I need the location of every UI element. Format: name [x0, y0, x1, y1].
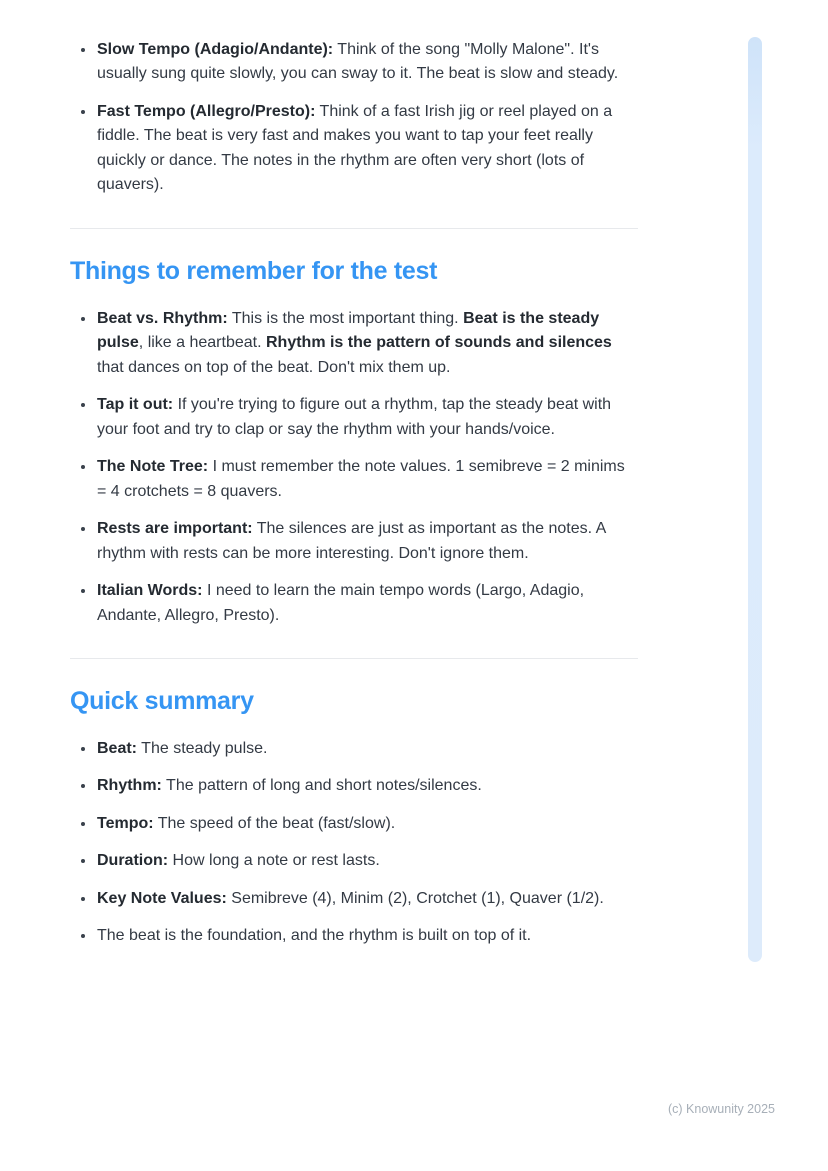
text-segment: If you're trying to figure out a rhythm, tap the steady beat with your foot and try to clap or say the rhythm with your hands/voice. [97, 396, 612, 438]
text-segment: The beat is the foundation, and the rhythm is built on top of it. [97, 927, 532, 945]
text-segment: The pattern of long and short notes/silences. [161, 777, 482, 795]
text-segment: Duration: [97, 852, 169, 870]
text-segment: Key Note Values: [97, 889, 227, 907]
list-item [96, 455, 638, 504]
text-segment: Semibreve (4), Minim (2), Crotchet (1), Quaver (1/2). [226, 889, 604, 907]
list-item [96, 774, 638, 798]
text-segment: The speed of the beat (fast/slow). [153, 814, 396, 832]
text-segment: The silences are just as important as the notes. A rhythm with rests can be more interesting. Don't ignore them. [97, 520, 606, 562]
text-segment: that dances on top of the beat. Don't mix them up. [97, 358, 451, 376]
bullet-list [70, 307, 638, 628]
section-heading: Things to remember for the test [70, 256, 438, 285]
bullet-list [70, 38, 638, 198]
text-segment: Rhythm: [97, 777, 162, 795]
bullet-list [70, 737, 638, 949]
section-divider [70, 228, 638, 229]
text-segment: Fast Tempo (Allegro/Presto): [97, 102, 316, 120]
text-segment: Beat is the steady pulse [97, 309, 600, 352]
footer-copyright: (c) Knowunity 2025 [667, 1102, 775, 1116]
text-segment: I need to learn the main tempo words (Largo, Adagio, Andante, Allegro, Presto). [97, 582, 585, 624]
list-item [96, 579, 638, 628]
text-segment: Beat: [97, 739, 138, 757]
text-segment: Tap it out: [97, 396, 174, 414]
text-segment: The Note Tree: [97, 458, 209, 476]
text-segment: Beat vs. Rhythm: [97, 309, 228, 327]
text-segment: Rests are important: [97, 520, 253, 538]
section-test-reminders [70, 257, 638, 628]
list-item [96, 737, 638, 761]
list-item [96, 393, 638, 442]
text-segment: Rhythm is the pattern of sounds and silences [265, 334, 612, 352]
text-segment: This is the most important thing. [227, 309, 464, 327]
scrollbar-track[interactable] [748, 37, 762, 962]
text-segment: The steady pulse. [137, 739, 268, 757]
section-tempo-contrast [70, 38, 638, 198]
list-item [96, 812, 638, 836]
text-segment: Slow Tempo (Adagio/Andante): [97, 41, 334, 58]
list-item [96, 307, 638, 380]
list-item [96, 100, 638, 198]
text-segment: , like a heartbeat. [138, 334, 266, 352]
section-quick-summary [70, 687, 638, 949]
text-segment: How long a note or rest lasts. [168, 852, 380, 870]
list-item [96, 924, 638, 948]
section-divider [70, 658, 638, 659]
list-item [96, 517, 638, 566]
notes-content [70, 38, 638, 949]
list-item [96, 38, 638, 87]
text-segment: Think of a fast Irish jig or reel played on a fiddle. The beat is very fast and makes you want to tap your feet really quickly or dance. The notes in the rhythm are often very short (lots of quavers). [97, 102, 613, 194]
text-segment: Italian Words: [97, 582, 203, 600]
text-segment: I must remember the note values. 1 semibreve = 2 minims = 4 crotchets = 8 quavers. [97, 458, 625, 500]
section-heading: Quick summary [70, 686, 254, 715]
text-segment: Think of the song "Molly Malone". It's usually sung quite slowly, you can sway to it. The beat is slow and steady. [97, 41, 619, 83]
text-segment: Tempo: [97, 814, 154, 832]
list-item [96, 887, 638, 911]
list-item [96, 849, 638, 873]
